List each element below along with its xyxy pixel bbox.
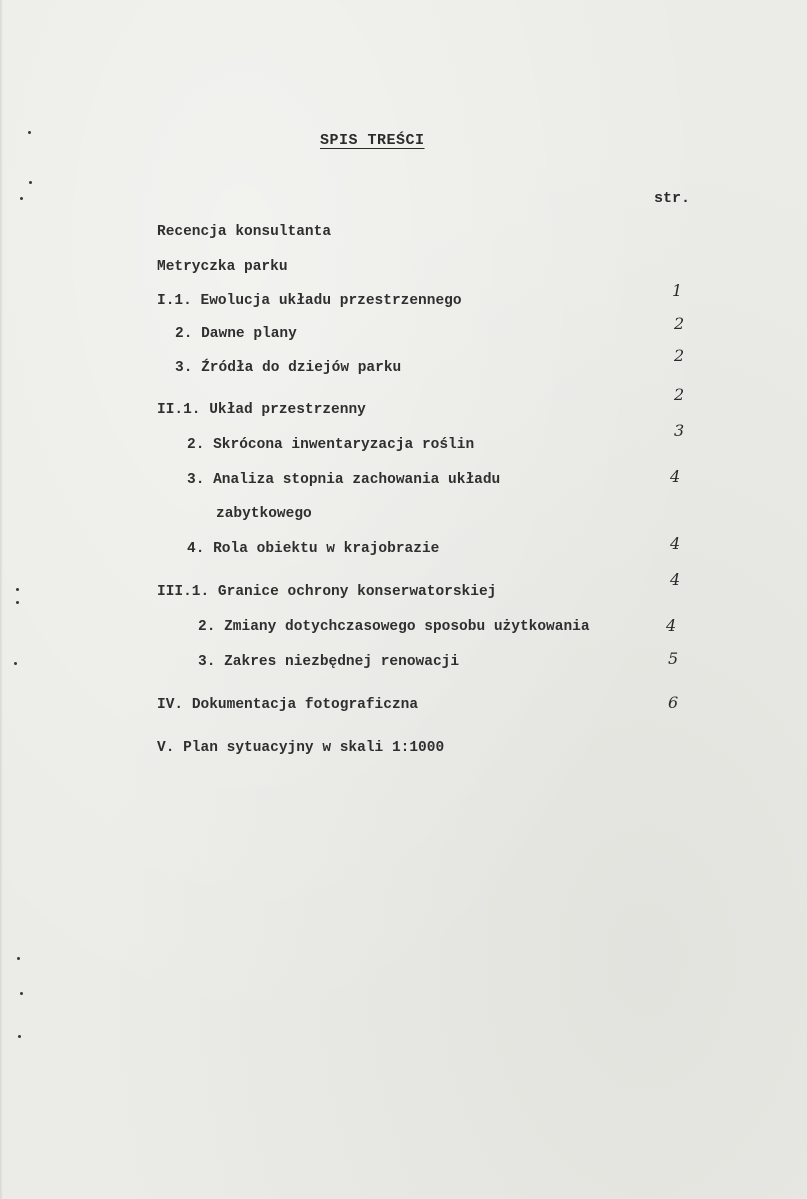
toc-entry-number: 3. [187, 472, 205, 488]
toc-entry [157, 740, 444, 756]
toc-entry-number: 3. [198, 654, 216, 670]
toc-entry-text: Źródła do dziejów parku [201, 360, 402, 376]
toc-entry [157, 402, 366, 418]
toc-entry-number: I.1. [157, 293, 192, 309]
toc-entry [157, 259, 288, 275]
document-title: SPIS TREŚCI [320, 132, 425, 149]
margin-mark [16, 601, 19, 604]
toc-entry [175, 360, 401, 376]
toc-entry-number: V. [157, 740, 175, 756]
toc-page-number: 3 [674, 421, 685, 440]
toc-entry-text: Ewolucja układu przestrzennego [200, 293, 462, 309]
toc-entry-number: III.1. [157, 584, 210, 600]
toc-entry-text: zabytkowego [216, 506, 312, 522]
toc-entry-number: 2. [187, 437, 205, 453]
toc-entry [198, 654, 459, 670]
toc-entry-text: Plan sytuacyjny w skali 1:1000 [183, 740, 445, 756]
toc-entry [187, 541, 439, 557]
toc-page-number: 4 [670, 534, 681, 553]
toc-entry-text: Zakres niezbędnej renowacji [224, 654, 460, 670]
toc-page-number: 4 [670, 570, 681, 589]
toc-entry-text: Metryczka parku [157, 259, 288, 275]
toc-page-number: 4 [666, 616, 677, 635]
toc-entry-number: 3. [175, 360, 193, 376]
toc-entry-number: II.1. [157, 402, 201, 418]
toc-entry-text: Analiza stopnia zachowania układu [213, 472, 501, 488]
toc-entry [198, 619, 590, 635]
toc-entry-continuation [216, 506, 312, 522]
margin-mark [29, 181, 32, 184]
margin-mark [28, 131, 31, 134]
toc-page-number: 5 [668, 649, 679, 668]
toc-entry [157, 293, 462, 309]
page-edge-shadow [0, 0, 3, 1199]
toc-entry [175, 326, 297, 342]
toc-page-number: 2 [674, 385, 685, 404]
toc-entry-number: 2. [198, 619, 216, 635]
page-column-header: str. [654, 190, 691, 207]
toc-entry [157, 224, 331, 240]
margin-mark [17, 957, 20, 960]
toc-page-number: 6 [668, 693, 679, 712]
margin-mark [20, 197, 23, 200]
toc-entry [157, 697, 418, 713]
margin-mark [16, 588, 19, 591]
toc-entry-text: Układ przestrzenny [209, 402, 366, 418]
toc-page-number: 1 [672, 281, 683, 300]
toc-entry-number: 4. [187, 541, 205, 557]
toc-entry-text: Skrócona inwentaryzacja roślin [213, 437, 475, 453]
toc-page-number: 2 [674, 314, 685, 333]
toc-entry-text: Rola obiektu w krajobrazie [213, 541, 440, 557]
toc-entry [187, 437, 474, 453]
toc-entry [157, 584, 496, 600]
toc-entry [187, 472, 500, 488]
toc-entry-text: Dokumentacja fotograficzna [191, 697, 419, 713]
toc-entry-text: Zmiany dotychczasowego sposobu użytkowania [224, 619, 590, 635]
toc-page-number: 2 [674, 346, 685, 365]
toc-entry-text: Granice ochrony konserwatorskiej [217, 584, 497, 600]
toc-page-number: 4 [670, 467, 681, 486]
toc-entry-number: IV. [157, 697, 184, 713]
margin-mark [14, 662, 17, 665]
toc-entry-number: 2. [175, 326, 193, 342]
toc-entry-text: Recencja konsultanta [157, 224, 332, 240]
margin-mark [20, 992, 23, 995]
toc-entry-text: Dawne plany [201, 326, 297, 342]
margin-mark [18, 1035, 21, 1038]
